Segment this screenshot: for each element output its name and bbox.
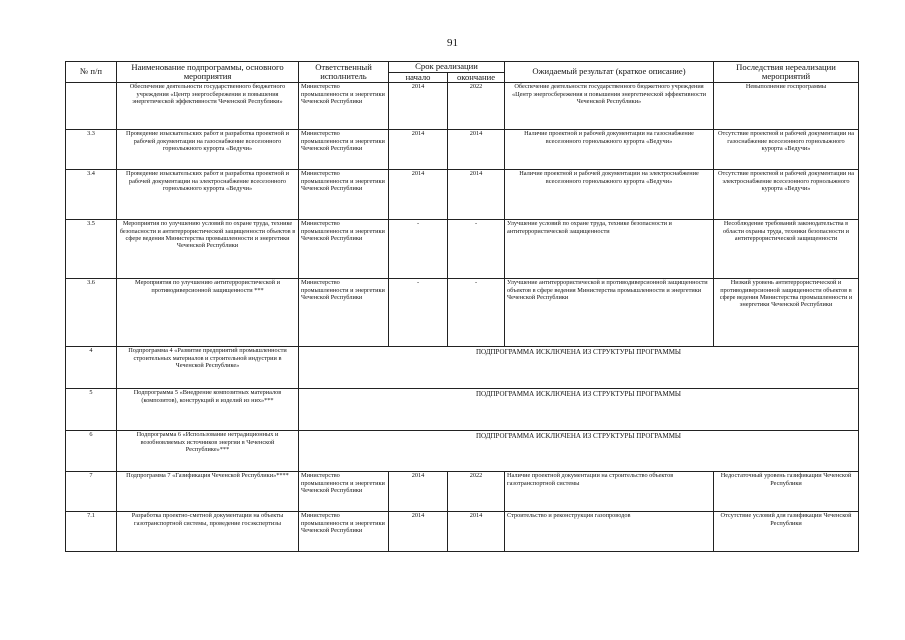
table-row bbox=[66, 83, 859, 130]
row-result: Наличие проектной и рабочей документации на электроснабжение всесезонного горнолыжного курорта «Ведучи» bbox=[505, 170, 714, 220]
row-end: 2022 bbox=[448, 472, 505, 512]
row-start: 2014 bbox=[389, 472, 448, 512]
table-row bbox=[66, 512, 859, 552]
row-start: 2014 bbox=[389, 170, 448, 220]
row-consequences: Отсутствие проектной и рабочей документации на газоснабжение всесезонного горнолыжного курорта «Ведучи» bbox=[714, 130, 859, 170]
row-consequences: Отсутствие проектной и рабочей документации на электроснабжение всесезонного горнолыжного курорта «Ведучи» bbox=[714, 170, 859, 220]
row-end: 2014 bbox=[448, 130, 505, 170]
row-name: Мероприятия по улучшению условий по охране труда, технике безопасности и антитеррористической защищенности объектов в сфере ведения Министерства промышленности и энергетики Чеченской Республики bbox=[117, 220, 299, 279]
header-start: начало bbox=[389, 72, 448, 83]
row-result: Наличие проектной документации на строительство объектов газотранспортной системы bbox=[505, 472, 714, 512]
header-result: Ожидаемый результат (краткое описание) bbox=[505, 62, 714, 83]
row-consequences: Низкий уровень антитеррористической и противодиверсионной защищенности объектов в сфере ведения Министерства промышленности и энергетики Чеченской Республики bbox=[714, 279, 859, 347]
row-name: Подпрограмма 7 «Газификация Чеченской Республики»**** bbox=[117, 472, 299, 512]
row-num: 3.4 bbox=[66, 170, 117, 220]
header-period: Срок реализации bbox=[389, 62, 505, 73]
row-start: 2014 bbox=[389, 83, 448, 130]
header-responsible: Ответственный исполнитель bbox=[299, 62, 389, 83]
row-num: 7 bbox=[66, 472, 117, 512]
row-name: Обеспечение деятельности государственного бюджетного учреждения «Центр энергосбережения и повышения энергетической эффективности Чеченской Республики» bbox=[117, 83, 299, 130]
table-row-excluded bbox=[66, 389, 859, 431]
table-row bbox=[66, 220, 859, 279]
row-consequences: Недостаточный уровень газификации Чеченской Республики bbox=[714, 472, 859, 512]
row-consequences: Отсутствие условий для газификации Чеченской Республики bbox=[714, 512, 859, 552]
row-num: 4 bbox=[66, 347, 117, 389]
row-num bbox=[66, 83, 117, 130]
row-name: Подпрограмма 6 «Использование нетрадиционных и возобновляемых источников энергии в Чеченской Республике»*** bbox=[117, 431, 299, 472]
row-responsible: Министерство промышленности и энергетики Чеченской Республики bbox=[299, 512, 389, 552]
header-num: № п/п bbox=[66, 62, 117, 83]
header-name: Наименование подпрограммы, основного мероприятия bbox=[117, 62, 299, 83]
row-name: Подпрограмма 5 «Внедрение композитных материалов (композитов), конструкций и изделий из них»*** bbox=[117, 389, 299, 431]
header-end: окончание bbox=[448, 72, 505, 83]
row-num: 3.5 bbox=[66, 220, 117, 279]
row-num: 5 bbox=[66, 389, 117, 431]
row-result: Обеспечение деятельности государственного бюджетного учреждения «Центр энергосбережения и повышения энергетической эффективности Чеченской Республики» bbox=[505, 83, 714, 130]
row-responsible: Министерство промышленности и энергетики Чеченской Республики bbox=[299, 472, 389, 512]
row-responsible: Министерство промышленности и энергетики Чеченской Республики bbox=[299, 83, 389, 130]
row-result: Улучшение условий по охране труда, технике безопасности и антитеррористической защищенности bbox=[505, 220, 714, 279]
excluded-note: ПОДПРОГРАММА ИСКЛЮЧЕНА ИЗ СТРУКТУРЫ ПРОГРАММЫ bbox=[299, 389, 859, 431]
row-num: 3.3 bbox=[66, 130, 117, 170]
table-row-excluded bbox=[66, 347, 859, 389]
table-row bbox=[66, 279, 859, 347]
row-name: Разработка проектно-сметной документации на объекты газотранспортной системы, проведение госэкспертизы bbox=[117, 512, 299, 552]
row-name: Проведение изыскательских работ и разработка проектной и рабочей документации на газоснабжение всесезонного горнолыжного курорта «Ведучи» bbox=[117, 130, 299, 170]
row-result: Улучшение антитеррористической и противодиверсионной защищенности объектов в сфере ведения Министерства промышленности и энергетики Чеченской Республики bbox=[505, 279, 714, 347]
header-consequences: Последствия нереализации мероприятий bbox=[714, 62, 859, 83]
row-responsible: Министерство промышленности и энергетики Чеченской Республики bbox=[299, 220, 389, 279]
row-start: - bbox=[389, 279, 448, 347]
program-table bbox=[65, 61, 859, 552]
row-end: - bbox=[448, 220, 505, 279]
table-row bbox=[66, 170, 859, 220]
page-number: 91 bbox=[447, 37, 458, 49]
row-num: 6 bbox=[66, 431, 117, 472]
row-num: 3.6 bbox=[66, 279, 117, 347]
row-end: - bbox=[448, 279, 505, 347]
row-num: 7.1 bbox=[66, 512, 117, 552]
row-name: Подпрограмма 4 «Развитие предприятий промышленности строительных материалов и строительной индустрии в Чеченской Республике» bbox=[117, 347, 299, 389]
row-start: - bbox=[389, 220, 448, 279]
row-consequences: Невыполнение госпрограммы bbox=[714, 83, 859, 130]
row-consequences: Несоблюдение требований законодательства в области охраны труда, техники безопасности и антитеррористической защищенности bbox=[714, 220, 859, 279]
table-row-excluded bbox=[66, 431, 859, 472]
row-responsible: Министерство промышленности и энергетики Чеченской Республики bbox=[299, 170, 389, 220]
row-result: Наличие проектной и рабочей документации на газоснабжение всесезонного горнолыжного курорта «Ведучи» bbox=[505, 130, 714, 170]
row-responsible: Министерство промышленности и энергетики Чеченской Республики bbox=[299, 279, 389, 347]
row-end: 2022 bbox=[448, 83, 505, 130]
row-name: Проведение изыскательских работ и разработка проектной и рабочей документации на электроснабжение всесезонного горнолыжного курорта «Ведучи» bbox=[117, 170, 299, 220]
row-start: 2014 bbox=[389, 512, 448, 552]
row-end: 2014 bbox=[448, 170, 505, 220]
row-responsible: Министерство промышленности и энергетики Чеченской Республики bbox=[299, 130, 389, 170]
excluded-note: ПОДПРОГРАММА ИСКЛЮЧЕНА ИЗ СТРУКТУРЫ ПРОГРАММЫ bbox=[299, 431, 859, 472]
row-start: 2014 bbox=[389, 130, 448, 170]
row-name: Мероприятия по улучшению антитеррористической и противодиверсионной защищенности *** bbox=[117, 279, 299, 347]
row-result: Строительство и реконструкция газопроводов bbox=[505, 512, 714, 552]
table-row bbox=[66, 472, 859, 512]
excluded-note: ПОДПРОГРАММА ИСКЛЮЧЕНА ИЗ СТРУКТУРЫ ПРОГРАММЫ bbox=[299, 347, 859, 389]
row-end: 2014 bbox=[448, 512, 505, 552]
table-row bbox=[66, 130, 859, 170]
